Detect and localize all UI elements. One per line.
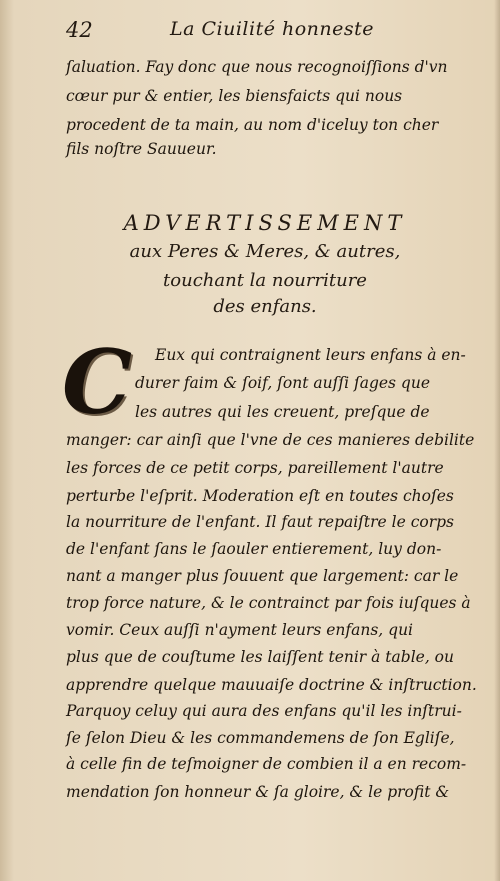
text-line: la nourriture de l'enfant. Il faut repaiſtre le corps xyxy=(66,513,455,531)
section-subheading-line: aux Peres & Meres, & autres, xyxy=(129,241,401,262)
text-line: les forces de ce petit corps, pareillement l'autre xyxy=(66,459,444,477)
text-line: procedent de ta main, au nom d'iceluy ton cher xyxy=(66,116,439,134)
text-line: de l'enfant ſans le ſaouler entierement, luy don- xyxy=(66,540,442,558)
text-line: trop force nature, & le contrainct par fois iuſques à xyxy=(66,594,471,612)
text-line: durer faim & ſoif, ſont auſſi ſages que xyxy=(135,374,430,392)
text-line: Parquoy celuy qui aura des enfans qu'il les inſtrui- xyxy=(66,702,462,720)
text-line: mendation ſon honneur & ſa gloire, & le profit & xyxy=(66,783,450,801)
text-line: cœur pur & entier, les biensfaicts qui nous xyxy=(66,87,403,105)
text-line: nant a manger plus ſouuent que largement: car le xyxy=(66,567,459,585)
page-header xyxy=(66,18,480,48)
text-line: vomir. Ceux auſſi n'ayment leurs enfans, qui xyxy=(66,621,414,639)
section-heading: ADVERTISSEMENT xyxy=(123,211,407,235)
decorated-initial: C xyxy=(62,330,133,434)
text-line: Eux qui contraignent leurs enfans à en- xyxy=(155,346,466,364)
text-line: à celle fin de teſmoigner de combien il a en recom- xyxy=(66,755,467,773)
text-line: plus que de couſtume les laiſſent tenir à table, ou xyxy=(66,648,454,666)
text-line: fils noſtre Sauueur. xyxy=(66,140,217,158)
text-line: les autres qui les creuent, preſque de xyxy=(135,403,430,421)
text-line: ſe ſelon Dieu & les commandemens de ſon Egliſe, xyxy=(66,729,455,747)
text-line: ſaluation. Fay donc que nous recognoiſſions d'vn xyxy=(66,58,448,76)
page-edge-shadow xyxy=(494,0,500,881)
text-line: manger: car ainſi que l'vne de ces manieres debilite xyxy=(66,431,475,449)
section-subheading-line: touchant la nourriture xyxy=(163,270,367,291)
section-subheading-line: des enfans. xyxy=(213,296,317,317)
page-number: 42 xyxy=(66,18,93,42)
text-line: apprendre quelque mauuaiſe doctrine & inſtruction. xyxy=(66,676,477,694)
text-line: perturbe l'eſprit. Moderation eſt en toutes choſes xyxy=(66,487,454,505)
running-title: La Ciuilité honneste xyxy=(170,18,375,40)
